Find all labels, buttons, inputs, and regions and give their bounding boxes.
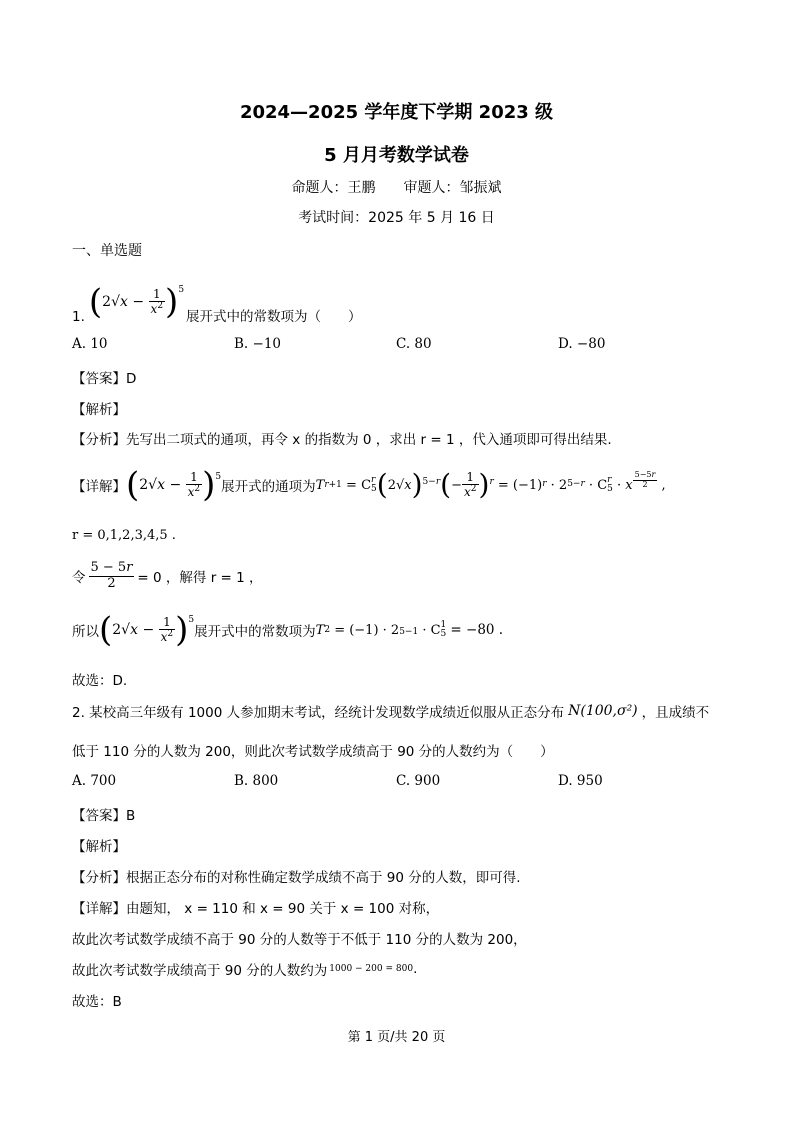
answer-label: 【答案】D — [72, 371, 137, 387]
question-1 — [72, 272, 362, 327]
q2-stem-1-tail: ，且成绩不 — [641, 705, 710, 721]
question-2-line1 — [72, 701, 709, 721]
analysis-fenxi: 【分析】根据正态分布的对称性确定数学成绩不高于 90 分的人数，即可得. — [72, 870, 521, 886]
ling-label: 令 — [72, 570, 86, 586]
detail-line-a: 故此次考试数学成绩不高于 90 分的人数等于不低于 110 分的人数为 200， — [72, 932, 527, 948]
page-number: 第 1 页/共 20 页 — [347, 1030, 446, 1045]
analysis-fenxi: 【分析】先写出二项式的通项，再令 x 的指数为 0 ，求出 r = 1 ，代入通项即可得出结果. — [72, 432, 612, 448]
answer-label: 【答案】B — [72, 808, 136, 824]
binomial-expression: ( 2√x − $\frac{1}{x^2}$ ) $^5$ — [126, 465, 222, 505]
option-b: B. −10 — [234, 336, 281, 352]
option-c: C. 80 — [396, 336, 432, 352]
option-c: C. 900 — [396, 773, 441, 789]
exponent-fraction: $\frac{5 - 5r}{2}$ — [90, 560, 133, 591]
exam-title-line2: 5 月月考数学试卷 — [324, 145, 469, 166]
q2-stem-1: 2. 某校高三年级有 1000 人参加期末考试，经统计发现数学成绩近似服从正态分布 — [72, 705, 565, 721]
option-d: D. −80 — [558, 336, 606, 352]
option-d: D. 950 — [558, 773, 603, 789]
binomial-expression: ( 2√x − $\frac{1}{x^2}$ ) $^5$ — [99, 610, 195, 650]
question-number: 1. — [72, 309, 85, 325]
analysis-label: 【解析】 — [72, 402, 126, 418]
detail-line-b-text: 故此次考试数学成绩高于 90 分的人数约为 — [72, 963, 328, 979]
exam-authors: 命题人：王鹏 审题人：邹振斌 — [291, 180, 502, 196]
binomial-expression: ( 2√x − $\frac{1}{x^2}$ ) $^5$ — [88, 282, 185, 322]
ling-line — [72, 556, 263, 596]
option-a: A. 10 — [72, 336, 108, 352]
ling-tail: = 0 ，解得 r = 1 ， — [137, 570, 263, 586]
q2-conclusion: 故选：B — [72, 994, 122, 1010]
analysis-label: 【解析】 — [72, 839, 126, 855]
detail-line — [72, 460, 666, 510]
option-b: B. 800 — [234, 773, 279, 789]
detail-line-b-tail: . — [413, 961, 418, 977]
section-heading: 一、单选题 — [72, 243, 142, 259]
normal-distribution: N(100,σ²) — [568, 703, 638, 719]
question-stem: 展开式中的常数项为（ ） — [186, 309, 362, 325]
q2-stem-2: 低于 110 分的人数为 200，则此次考试数学成绩高于 90 分的人数约为（ ） — [72, 744, 554, 760]
detail-label: 【详解】 — [72, 479, 126, 495]
suoyi-line — [72, 606, 503, 654]
general-term-formula: T r+1 = C r 5 ( 2√ x ) $^{5-r}$ ( − $\frac{1}{x^2}$ ) $^r$ = (−1) r · 2 5−r · C r 5 · x $\frac{5-5r}{2}$ , — [315, 468, 666, 501]
suoyi-label: 所以 — [72, 624, 99, 640]
constant-term-formula: T 2 = (−1) · 2 5−1 · C 1 5 — [315, 620, 447, 639]
suoyi-tail: = −80 . — [450, 622, 504, 638]
exam-time: 考试时间：2025 年 5 月 16 日 — [298, 210, 495, 226]
subtraction-expression: 1000 − 200 = 800 — [329, 964, 414, 974]
r-values: r = 0,1,2,3,4,5 . — [72, 528, 176, 543]
detail-text: 【详解】由题知， x = 110 和 x = 90 关于 x = 100 对称， — [72, 901, 440, 917]
detail-line-b — [72, 959, 417, 979]
exam-title-line1: 2024—2025 学年度下学期 2023 级 — [239, 102, 554, 123]
suoyi-mid: 展开式中的常数项为 — [194, 624, 316, 640]
detail-mid: 展开式的通项为 — [221, 479, 316, 495]
q1-conclusion: 故选：D. — [72, 673, 128, 689]
option-a: A. 700 — [72, 773, 117, 789]
